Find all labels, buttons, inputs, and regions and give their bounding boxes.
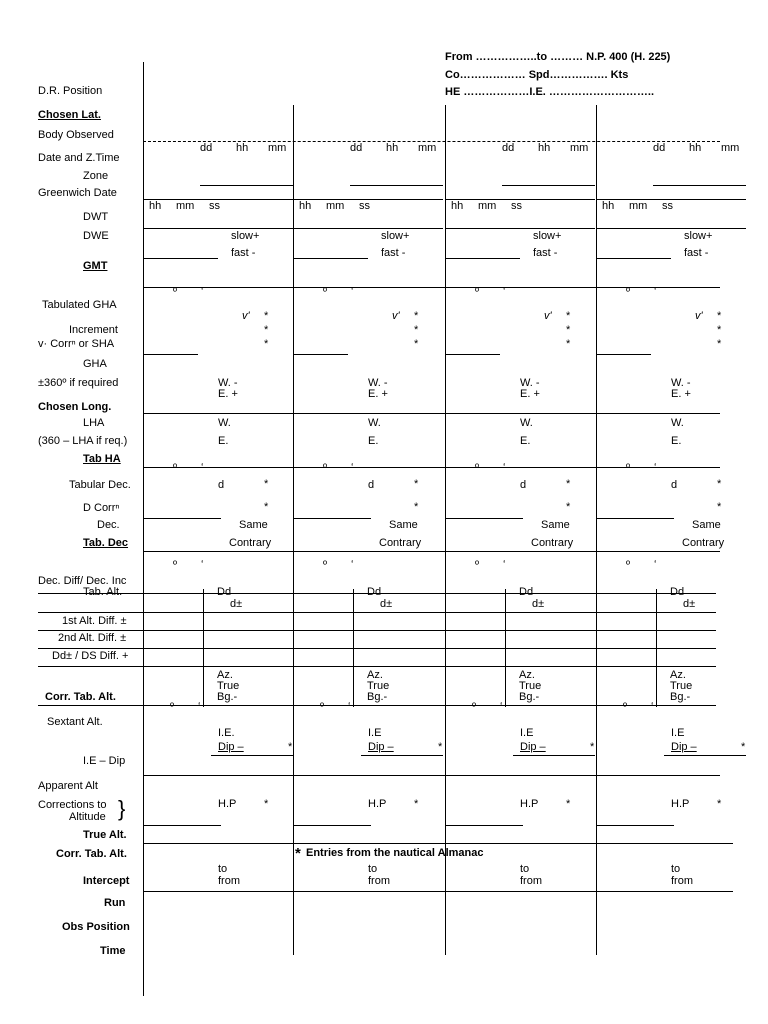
col2-ss: ss bbox=[359, 200, 370, 212]
col2-min-4: ʻ bbox=[348, 701, 351, 713]
col1-deg-1: º bbox=[173, 286, 178, 298]
col2-mm-2: mm bbox=[326, 200, 345, 212]
col4-deg-3: º bbox=[626, 559, 631, 571]
col2-divider bbox=[293, 105, 294, 955]
label-pm360: ±360º if required bbox=[38, 377, 119, 389]
col4-deg-2: º bbox=[626, 462, 631, 474]
col1-hp-line bbox=[143, 825, 221, 826]
col4-dip-line bbox=[664, 755, 746, 756]
col1-star-2: * bbox=[264, 324, 269, 336]
col3-dwe-line bbox=[445, 258, 520, 259]
col4-divider bbox=[596, 105, 597, 955]
col1-star-1: * bbox=[264, 310, 269, 322]
col2-deg-2: º bbox=[323, 462, 328, 474]
col2-to: to bbox=[368, 863, 378, 875]
col2-d-pm: d± bbox=[380, 598, 393, 610]
label-time: Time bbox=[100, 945, 126, 957]
label-dec: Dec. bbox=[97, 519, 120, 531]
label-corr-tab-alt-2: Corr. Tab. Alt. bbox=[56, 848, 127, 860]
label-obs-position: Obs Position bbox=[62, 921, 130, 933]
col3-dd-small: Dd bbox=[519, 586, 534, 598]
col2-hp: H.P bbox=[368, 798, 387, 810]
col1-mm: mm bbox=[268, 142, 287, 154]
col4-slow: slow+ bbox=[684, 230, 713, 242]
col3-dwt-line bbox=[445, 228, 595, 229]
col2-az: Az. bbox=[367, 669, 383, 681]
col4-star-6: * bbox=[741, 741, 746, 753]
col1-fast: fast - bbox=[231, 247, 256, 259]
col2-hp-line bbox=[293, 825, 371, 826]
col4-star-2: * bbox=[717, 324, 722, 336]
col3-dd: dd bbox=[502, 142, 515, 154]
label-dec-diff: Dec. Diff/ Dec. Inc bbox=[38, 575, 127, 587]
col2-e: E. bbox=[368, 435, 379, 447]
col2-true: True bbox=[367, 680, 390, 692]
col3-hp-line bbox=[445, 825, 523, 826]
label-dwe: DWE bbox=[83, 230, 109, 242]
col4-vcorr-line bbox=[596, 354, 651, 355]
col3-star-1: * bbox=[566, 310, 571, 322]
col4-true: True bbox=[670, 680, 693, 692]
col3-hp: H.P bbox=[520, 798, 539, 810]
col2-dip: Dip – bbox=[368, 741, 394, 753]
col4-bg: Bg.- bbox=[670, 691, 691, 703]
col2-deg-1: º bbox=[323, 286, 328, 298]
col4-e-plus: E. + bbox=[671, 388, 691, 400]
col1-ie: I.E. bbox=[218, 727, 235, 739]
col1-star-4: * bbox=[264, 478, 269, 490]
col1-v-mark: v' bbox=[242, 310, 250, 322]
col2-alt-divider bbox=[353, 589, 354, 707]
col4-dd: dd bbox=[653, 142, 666, 154]
footnote-text: Entries from the nautical Almanac bbox=[306, 847, 484, 859]
label-dd-ds-diff: Dd± / DS Diff. + bbox=[52, 650, 129, 662]
col3-e: E. bbox=[520, 435, 531, 447]
label-2nd-alt-diff: 2nd Alt. Diff. ± bbox=[58, 632, 127, 644]
col1-deg-3: º bbox=[173, 559, 178, 571]
col2-dwt-line bbox=[293, 228, 443, 229]
label-lha: LHA bbox=[83, 417, 105, 429]
col1-dcorr-line bbox=[143, 518, 221, 519]
col4-min-2: ʻ bbox=[654, 462, 657, 474]
label-tab-alt: Tab. Alt. bbox=[83, 586, 123, 598]
label-tabulated-gha: Tabulated GHA bbox=[42, 299, 117, 311]
col4-deg-4: º bbox=[623, 701, 628, 713]
col3-dip-line bbox=[513, 755, 595, 756]
col3-min-2: ʻ bbox=[503, 462, 506, 474]
col3-deg-2: º bbox=[475, 462, 480, 474]
col1-star-7: * bbox=[264, 798, 269, 810]
col1-dd-small: Dd bbox=[217, 586, 232, 598]
col4-star-1: * bbox=[717, 310, 722, 322]
col4-d: d bbox=[671, 479, 678, 491]
label-altitude: Altitude bbox=[69, 811, 106, 823]
col4-min-1: ʻ bbox=[654, 286, 657, 298]
col2-e-plus: E. + bbox=[368, 388, 388, 400]
col1-contrary: Contrary bbox=[229, 537, 272, 549]
label-tab-ha: Tab HA bbox=[83, 453, 121, 465]
label-tabular-dec: Tabular Dec. bbox=[69, 479, 131, 491]
label-corr-tab-alt: Corr. Tab. Alt. bbox=[45, 691, 116, 703]
col3-to: to bbox=[520, 863, 530, 875]
col1-dd: dd bbox=[200, 142, 213, 154]
col2-from: from bbox=[368, 875, 390, 887]
label-chosen-lat: Chosen Lat. bbox=[38, 109, 101, 121]
label-zone: Zone bbox=[83, 170, 109, 182]
col4-min-3: ʻ bbox=[654, 559, 657, 571]
col1-ss: ss bbox=[209, 200, 220, 212]
col2-min-1: ʻ bbox=[351, 286, 354, 298]
col1-e: E. bbox=[218, 435, 229, 447]
col3-ss: ss bbox=[511, 200, 522, 212]
header-from-line: From ……………..to ……… N.P. 400 (H. 225) bbox=[445, 51, 671, 63]
col2-vcorr-line bbox=[293, 354, 348, 355]
col4-star-3: * bbox=[717, 338, 722, 350]
col4-to: to bbox=[671, 863, 681, 875]
col3-slow: slow+ bbox=[533, 230, 562, 242]
col1-star-6: * bbox=[288, 741, 293, 753]
label-intercept: Intercept bbox=[83, 875, 130, 887]
col2-star-1: * bbox=[414, 310, 419, 322]
col3-dcorr-line bbox=[445, 518, 523, 519]
label-dwt: DWT bbox=[83, 211, 109, 223]
col2-w-minus: W. - bbox=[368, 377, 388, 389]
col2-dcorr-line bbox=[293, 518, 371, 519]
col4-v-mark: v' bbox=[695, 310, 703, 322]
col3-v-mark: v' bbox=[544, 310, 552, 322]
label-body-observed: Body Observed bbox=[38, 129, 114, 141]
col1-bg: Bg.- bbox=[217, 691, 238, 703]
col1-hh-2: hh bbox=[149, 200, 162, 212]
col2-star-5: * bbox=[414, 501, 419, 513]
label-greenwich-date: Greenwich Date bbox=[38, 187, 117, 199]
col1-min-1: ʻ bbox=[201, 286, 204, 298]
col3-min-1: ʻ bbox=[503, 286, 506, 298]
label-tab-dec: Tab. Dec bbox=[83, 537, 129, 549]
col3-mm: mm bbox=[570, 142, 589, 154]
col1-deg-4: º bbox=[170, 701, 175, 713]
label-increment: Increment bbox=[69, 324, 118, 336]
label-run: Run bbox=[104, 897, 126, 909]
col3-fast: fast - bbox=[533, 247, 558, 259]
footnote-star-icon: * bbox=[295, 845, 301, 862]
col1-deg-2: º bbox=[173, 462, 178, 474]
col2-star-6: * bbox=[438, 741, 443, 753]
col2-dd: dd bbox=[350, 142, 363, 154]
col3-bg: Bg.- bbox=[519, 691, 540, 703]
col4-same: Same bbox=[692, 519, 721, 531]
col1-dwe-line bbox=[143, 258, 218, 259]
col1-min-2: ʻ bbox=[201, 462, 204, 474]
col4-alt-divider bbox=[656, 589, 657, 707]
col4-az: Az. bbox=[670, 669, 686, 681]
col2-contrary: Contrary bbox=[379, 537, 422, 549]
col2-slow: slow+ bbox=[381, 230, 410, 242]
header-course-line: Co……………… Spd……………. Kts bbox=[445, 69, 629, 81]
col3-star-2: * bbox=[566, 324, 571, 336]
col2-min-2: ʻ bbox=[351, 462, 354, 474]
col2-v-mark: v' bbox=[392, 310, 400, 322]
col4-hp: H.P bbox=[671, 798, 690, 810]
col1-alt-divider bbox=[203, 589, 204, 707]
col4-contrary: Contrary bbox=[682, 537, 725, 549]
col3-divider bbox=[445, 105, 446, 955]
col4-ie: I.E bbox=[671, 727, 685, 739]
col3-dip: Dip – bbox=[520, 741, 546, 753]
col3-min-4: ʻ bbox=[500, 701, 503, 713]
col4-mm: mm bbox=[721, 142, 740, 154]
col1-true: True bbox=[217, 680, 240, 692]
label-dr-position: D.R. Position bbox=[38, 85, 103, 97]
col1-star-5: * bbox=[264, 501, 269, 513]
col4-fast: fast - bbox=[684, 247, 709, 259]
label-true-alt: True Alt. bbox=[83, 829, 127, 841]
label-lha360: (360 – LHA if req.) bbox=[38, 435, 128, 447]
col3-deg-3: º bbox=[475, 559, 480, 571]
col2-star-7: * bbox=[414, 798, 419, 810]
col3-contrary: Contrary bbox=[531, 537, 574, 549]
col2-mm: mm bbox=[418, 142, 437, 154]
col4-d-pm: d± bbox=[683, 598, 696, 610]
col4-from: from bbox=[671, 875, 693, 887]
col4-star-5: * bbox=[717, 501, 722, 513]
col1-dip-line bbox=[211, 755, 293, 756]
col3-hh: hh bbox=[538, 142, 551, 154]
col4-dwe-line bbox=[596, 258, 671, 259]
col4-star-7: * bbox=[717, 798, 722, 810]
label-date-ztime: Date and Z.Time bbox=[38, 152, 120, 164]
col3-vcorr-line bbox=[445, 354, 500, 355]
label-gha: GHA bbox=[83, 358, 107, 370]
col1-d-pm: d± bbox=[230, 598, 243, 610]
label-gmt: GMT bbox=[83, 260, 108, 272]
col2-deg-3: º bbox=[323, 559, 328, 571]
col3-d-pm: d± bbox=[532, 598, 545, 610]
label-sextant-alt: Sextant Alt. bbox=[47, 716, 103, 728]
col3-w: W. bbox=[520, 417, 533, 429]
col4-w-minus: W. - bbox=[671, 377, 691, 389]
col1-star-3: * bbox=[264, 338, 269, 350]
col4-w: W. bbox=[671, 417, 684, 429]
col2-d: d bbox=[368, 479, 375, 491]
label-ie-dip: I.E – Dip bbox=[83, 755, 126, 767]
col3-hh-2: hh bbox=[451, 200, 464, 212]
col4-dd-small: Dd bbox=[670, 586, 685, 598]
col2-zone-line bbox=[350, 185, 443, 186]
col2-dwe-line bbox=[293, 258, 368, 259]
header-he-line: HE ………………I.E. ……………………….. bbox=[445, 86, 655, 98]
col1-from: from bbox=[218, 875, 240, 887]
brace-icon: } bbox=[118, 796, 126, 821]
col4-e: E. bbox=[671, 435, 682, 447]
col4-hh-2: hh bbox=[602, 200, 615, 212]
col3-alt-divider bbox=[505, 589, 506, 707]
col1-w-minus: W. - bbox=[218, 377, 238, 389]
col4-ss: ss bbox=[662, 200, 673, 212]
col4-dip: Dip – bbox=[671, 741, 697, 753]
col4-hp-line bbox=[596, 825, 674, 826]
label-apparent-alt: Apparent Alt bbox=[38, 780, 98, 792]
col3-min-3: ʻ bbox=[503, 559, 506, 571]
col3-star-3: * bbox=[566, 338, 571, 350]
col1-to: to bbox=[218, 863, 228, 875]
label-corrections-to: Corrections to bbox=[38, 799, 107, 811]
col1-min-4: ʻ bbox=[198, 701, 201, 713]
col2-min-3: ʻ bbox=[351, 559, 354, 571]
col2-star-4: * bbox=[414, 478, 419, 490]
col4-deg-1: º bbox=[626, 286, 631, 298]
col2-dip-line bbox=[361, 755, 443, 756]
col3-star-7: * bbox=[566, 798, 571, 810]
col1-dwt-line bbox=[143, 228, 293, 229]
col1-mm-2: mm bbox=[176, 200, 195, 212]
col1-same: Same bbox=[239, 519, 268, 531]
col4-dcorr-line bbox=[596, 518, 674, 519]
col3-mm-2: mm bbox=[478, 200, 497, 212]
col4-star-4: * bbox=[717, 478, 722, 490]
col4-dwt-line bbox=[596, 228, 746, 229]
col1-zone-line bbox=[200, 185, 293, 186]
col2-hh: hh bbox=[386, 142, 399, 154]
col1-hh: hh bbox=[236, 142, 249, 154]
col4-min-4: ʻ bbox=[651, 701, 654, 713]
col4-mm-2: mm bbox=[629, 200, 648, 212]
col3-same: Same bbox=[541, 519, 570, 531]
col1-slow: slow+ bbox=[231, 230, 260, 242]
col3-star-5: * bbox=[566, 501, 571, 513]
col3-zone-line bbox=[502, 185, 595, 186]
col3-deg-4: º bbox=[472, 701, 477, 713]
col1-d: d bbox=[218, 479, 225, 491]
label-v-corr: v· Corrⁿ or SHA bbox=[38, 338, 115, 350]
col3-d: d bbox=[520, 479, 527, 491]
col3-deg-1: º bbox=[475, 286, 480, 298]
col3-ie: I.E bbox=[520, 727, 534, 739]
label-chosen-long: Chosen Long. bbox=[38, 401, 112, 413]
col2-w: W. bbox=[368, 417, 381, 429]
col2-same: Same bbox=[389, 519, 418, 531]
col4-hh: hh bbox=[689, 142, 702, 154]
col2-dd-small: Dd bbox=[367, 586, 382, 598]
col1-min-3: ʻ bbox=[201, 559, 204, 571]
col1-dip: Dip – bbox=[218, 741, 244, 753]
col2-hh-2: hh bbox=[299, 200, 312, 212]
col1-w: W. bbox=[218, 417, 231, 429]
col1-vcorr-line bbox=[143, 354, 198, 355]
col2-bg: Bg.- bbox=[367, 691, 388, 703]
col3-w-minus: W. - bbox=[520, 377, 540, 389]
col4-zone-line bbox=[653, 185, 746, 186]
col2-star-3: * bbox=[414, 338, 419, 350]
col3-star-6: * bbox=[590, 741, 595, 753]
col1-az: Az. bbox=[217, 669, 233, 681]
col3-e-plus: E. + bbox=[520, 388, 540, 400]
col1-hp: H.P bbox=[218, 798, 237, 810]
col3-star-4: * bbox=[566, 478, 571, 490]
col3-az: Az. bbox=[519, 669, 535, 681]
label-d-corr: D Corrⁿ bbox=[83, 502, 120, 514]
col1-e-plus: E. + bbox=[218, 388, 238, 400]
col2-fast: fast - bbox=[381, 247, 406, 259]
col3-from: from bbox=[520, 875, 542, 887]
col2-ie: I.E bbox=[368, 727, 382, 739]
label-1st-alt-diff: 1st Alt. Diff. ± bbox=[62, 615, 127, 627]
col2-deg-4: º bbox=[320, 701, 325, 713]
col2-star-2: * bbox=[414, 324, 419, 336]
col3-true: True bbox=[519, 680, 542, 692]
